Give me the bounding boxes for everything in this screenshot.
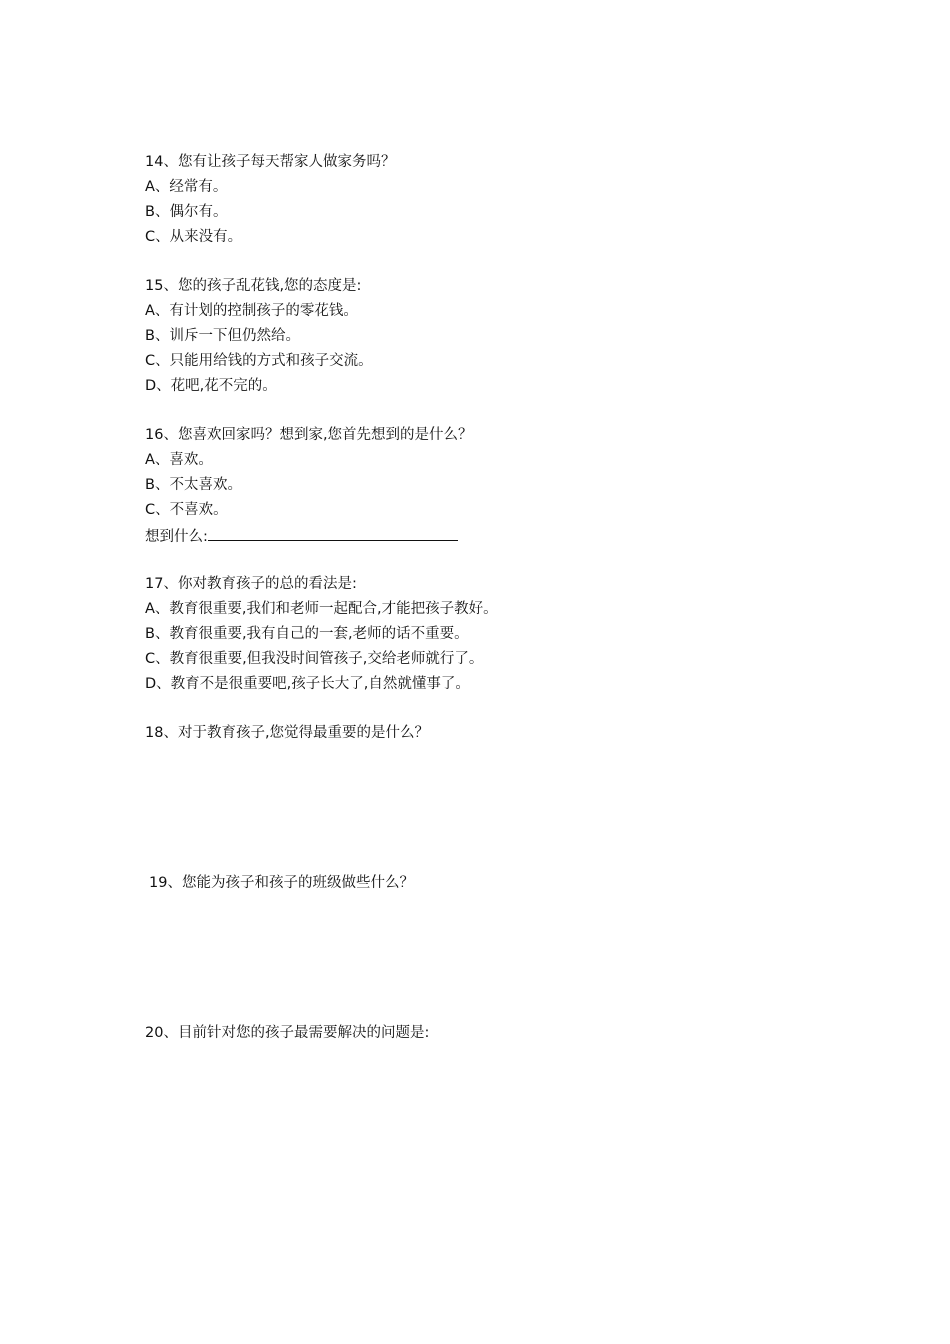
option-a: A、教育很重要,我们和老师一起配合,才能把孩子教好。 xyxy=(145,601,498,617)
option-b: B、偶尔有。 xyxy=(145,204,228,220)
question-text: 18、对于教育孩子,您觉得最重要的是什么？ xyxy=(145,725,430,741)
question-15 xyxy=(145,274,845,399)
question-20 xyxy=(145,1021,845,1046)
option-a: A、有计划的控制孩子的零花钱。 xyxy=(145,303,358,319)
option-c: C、只能用给钱的方式和孩子交流。 xyxy=(145,353,373,369)
question-text: 14、您有让孩子每天帮家人做家务吗？ xyxy=(145,154,396,170)
question-18 xyxy=(145,721,845,746)
option-c: C、教育很重要,但我没时间管孩子,交给老师就行了。 xyxy=(145,651,484,667)
option-a: A、喜欢。 xyxy=(145,452,213,468)
question-19 xyxy=(149,871,849,896)
option-b: B、训斥一下但仍然给。 xyxy=(145,328,300,344)
question-text: 19、您能为孩子和孩子的班级做些什么？ xyxy=(149,875,414,891)
option-b: B、不太喜欢。 xyxy=(145,477,242,493)
question-text: 20、目前针对您的孩子最需要解决的问题是: xyxy=(145,1025,430,1041)
option-d: D、教育不是很重要吧,孩子长大了,自然就懂事了。 xyxy=(145,676,470,692)
question-text: 17、你对教育孩子的总的看法是: xyxy=(145,576,357,592)
option-b: B、教育很重要,我有自己的一套,老师的话不重要。 xyxy=(145,626,469,642)
question-14 xyxy=(145,150,845,250)
fill-in-label: 想到什么: xyxy=(145,529,208,545)
question-text: 16、您喜欢回家吗？想到家,您首先想到的是什么？ xyxy=(145,427,473,443)
fill-in-line xyxy=(145,523,845,548)
option-d: D、花吧,花不完的。 xyxy=(145,378,277,394)
question-16 xyxy=(145,423,845,548)
option-a: A、经常有。 xyxy=(145,179,228,195)
option-c: C、不喜欢。 xyxy=(145,502,228,518)
question-text: 15、您的孩子乱花钱,您的态度是: xyxy=(145,278,362,294)
fill-in-blank[interactable] xyxy=(208,523,458,541)
question-17 xyxy=(145,572,845,697)
option-c: C、从来没有。 xyxy=(145,229,243,245)
